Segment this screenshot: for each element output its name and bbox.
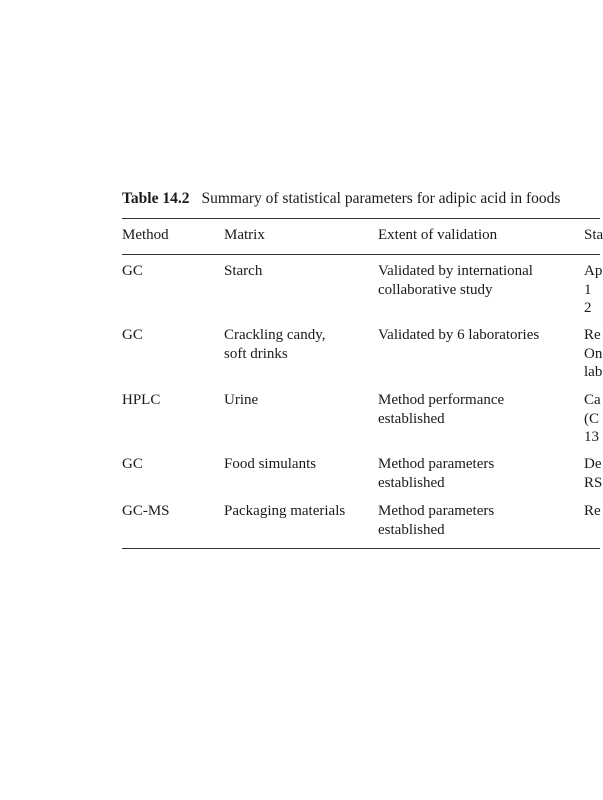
row-2-stats-line: On (584, 345, 603, 362)
row-4-extent (378, 455, 494, 492)
header-extent: Extent of validation (378, 227, 498, 243)
row-5-matrix-line: Packaging materials (224, 503, 346, 519)
row-1-method: GC (122, 263, 143, 279)
row-3-method: HPLC (122, 392, 161, 408)
row-5-stats (584, 502, 601, 521)
row-1-stats (584, 262, 602, 318)
row-3-stats-line: 13 (584, 429, 599, 445)
row-3-stats-line: (C (584, 410, 599, 427)
row-5-matrix (224, 502, 345, 521)
row-2-matrix-line: Crackling candy, (224, 327, 326, 343)
row-3-extent-line: established (378, 410, 445, 427)
row-1-extent-line: Validated by international (378, 263, 533, 279)
table-header-rule (122, 254, 600, 255)
row-4-stats-line: RS (584, 474, 603, 491)
row-2-stats (584, 326, 602, 382)
row-5-extent (378, 502, 494, 539)
row-2-extent-line: Validated by 6 laboratories (378, 327, 540, 343)
row-5-method: GC-MS (122, 503, 170, 519)
row-5-extent-line: established (378, 521, 445, 538)
row-4-matrix-line: Food simulants (224, 456, 317, 472)
row-3-matrix (224, 391, 258, 410)
row-2-matrix (224, 326, 326, 363)
header-stats: Sta (584, 227, 603, 243)
table-caption (122, 190, 560, 208)
header-matrix: Matrix (224, 227, 265, 243)
table-top-rule (122, 218, 600, 219)
table-title: Summary of statistical parameters for adipic acid in foods (201, 190, 561, 207)
row-5-stats-line: Re (584, 503, 601, 519)
row-3-stats-line: Ca (584, 392, 601, 408)
row-1-stats-line: 2 (584, 300, 592, 316)
row-1-stats-line: 1 (584, 281, 592, 298)
row-2-method: GC (122, 327, 143, 343)
row-1-matrix-line: Starch (224, 263, 263, 279)
row-3-extent-line: Method performance (378, 392, 505, 408)
row-2-extent (378, 326, 539, 345)
row-4-extent-line: established (378, 474, 445, 491)
row-1-extent-line: collaborative study (378, 281, 493, 298)
row-3-stats (584, 391, 601, 447)
table-number: Table 14.2 (122, 190, 190, 207)
row-4-extent-line: Method parameters (378, 456, 495, 472)
row-2-stats-line: Re (584, 327, 601, 343)
row-3-extent (378, 391, 504, 428)
row-4-stats-line: De (584, 456, 602, 472)
row-2-stats-line: lab (584, 364, 603, 380)
header-method: Method (122, 227, 169, 243)
row-1-stats-line: Ap (584, 263, 603, 279)
row-1-matrix (224, 262, 262, 281)
row-4-stats (584, 455, 602, 492)
row-1-extent (378, 262, 533, 299)
row-4-method: GC (122, 456, 143, 472)
row-3-matrix-line: Urine (224, 392, 259, 408)
table-bottom-rule (122, 548, 600, 549)
row-2-matrix-line: soft drinks (224, 345, 288, 362)
row-4-matrix (224, 455, 316, 474)
row-5-extent-line: Method parameters (378, 503, 495, 519)
